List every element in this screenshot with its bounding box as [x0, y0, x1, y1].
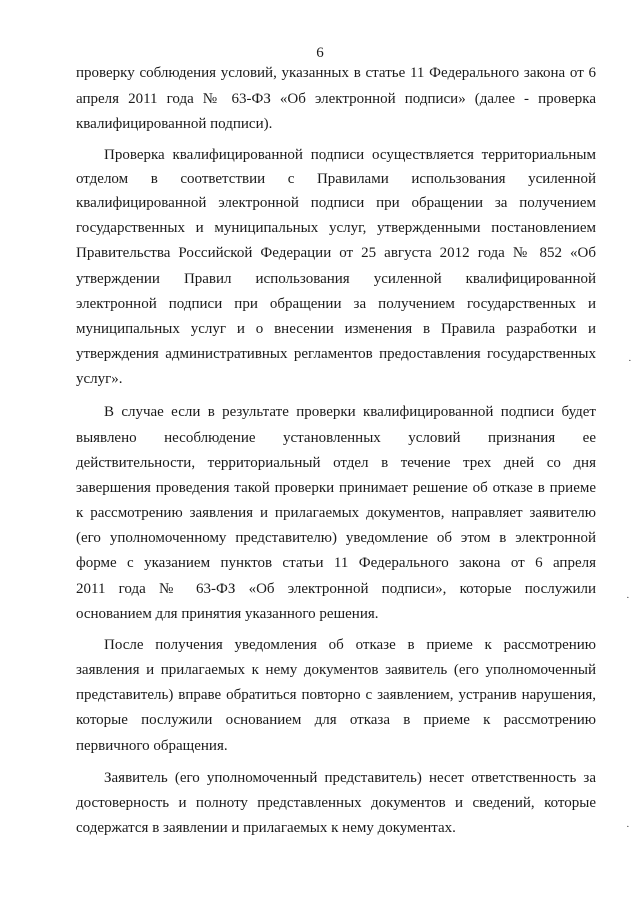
text-line: форме с указанием пунктов статьи 11 Федерального закона от 6 апреля	[76, 555, 596, 571]
text-line: Проверка квалифицированной подписи осуществляется территориальным	[104, 147, 596, 163]
page-number: 6	[316, 45, 324, 61]
scan-speck: ·	[626, 821, 630, 833]
scan-speck: ·	[628, 355, 632, 367]
text-line: электронной подписи при обращении за получением государственных и	[76, 296, 596, 312]
text-line: утверждении Правил использования усиленной квалифицированной	[76, 271, 596, 287]
text-line: услуг».	[76, 371, 123, 387]
text-line: выявлено несоблюдение установленных условий признания ее	[76, 430, 596, 446]
text-line: В случае если в результате проверки квалифицированной подписи будет	[104, 404, 596, 420]
text-line: основанием для принятия указанного решения.	[76, 606, 379, 622]
text-line: содержатся в заявлении и прилагаемых к нему документах.	[76, 820, 456, 836]
text-line: квалифицированной подписи).	[76, 116, 273, 132]
text-line: 2011 года № 63-ФЗ «Об электронной подписи», которые послужили	[76, 581, 596, 597]
text-line: заявления и прилагаемых к нему документов заявитель (его уполномоченный	[76, 662, 596, 678]
text-line: действительности, территориальный отдел в течение трех дней со дня	[76, 455, 596, 471]
scan-speck: ·	[626, 592, 630, 604]
text-line: апреля 2011 года № 63-ФЗ «Об электронной подписи» (далее - проверка	[76, 91, 596, 107]
text-line: достоверность и полноту представленных документов и сведений, которые	[76, 795, 596, 811]
text-line: которые послужили основанием для отказа в приеме к рассмотрению	[76, 712, 596, 728]
text-line: первичного обращения.	[76, 738, 228, 754]
text-line: завершения проведения такой проверки принимает решение об отказе в приеме	[76, 480, 596, 496]
text-line: Заявитель (его уполномоченный представитель) несет ответственность за	[104, 770, 596, 786]
text-line: Правительства Российской Федерации от 25 августа 2012 года № 852 «Об	[76, 245, 596, 261]
text-line: квалифицированной электронной подписи при обращении за получением	[76, 195, 596, 211]
text-line: (его уполномоченному представителю) уведомление об этом в электронной	[76, 530, 596, 546]
text-line: муниципальных услуг и о внесении изменения в Правила разработки и	[76, 321, 596, 337]
text-line: После получения уведомления об отказе в приеме к рассмотрению	[104, 637, 596, 653]
text-line: к рассмотрению заявления и прилагаемых документов, направляет заявителю	[76, 505, 596, 521]
text-line: утверждения административных регламентов предоставления государственных	[76, 346, 596, 362]
text-line: проверку соблюдения условий, указанных в статье 11 Федерального закона от 6	[76, 65, 596, 81]
text-line: отделом в соответствии с Правилами использования усиленной	[76, 171, 596, 187]
text-line: государственных и муниципальных услуг, утвержденными постановлением	[76, 220, 596, 236]
text-line: представитель) вправе обратиться повторно с заявлением, устранив нарушения,	[76, 687, 596, 703]
